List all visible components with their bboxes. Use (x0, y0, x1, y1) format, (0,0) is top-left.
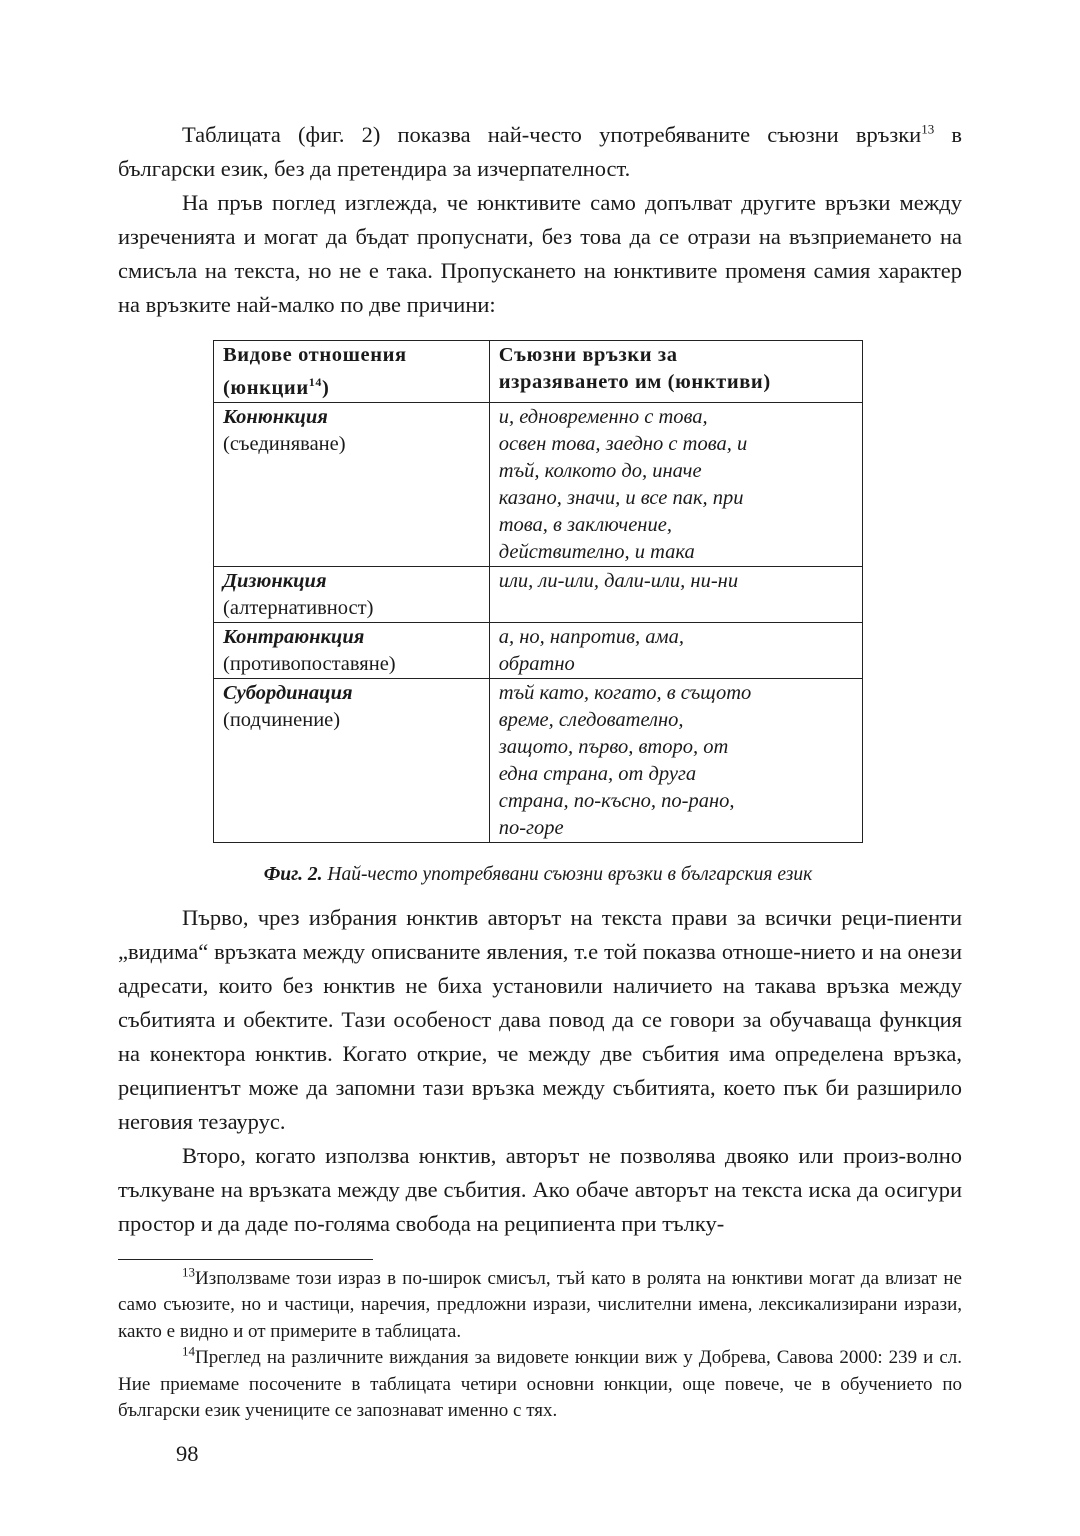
paragraph-first-glance: На пръв поглед изглежда, че юнктивите само допълват другите връзки между изреченията и могат да бъдат пропуснати, без това да се отрази на възприемането на смисъла на текста, но не е така. Пропускането на юнктивите променя самия характер на връзките най-малко по две причини: (118, 190, 962, 317)
page (118, 118, 962, 1467)
table-row (214, 678, 863, 842)
paragraph-second: Второ, когато използва юнктив, авторът не позволява двояко или произ-волно тълкуване на връзката между две събития. Ако обаче авторът на текста иска да осигури простор и да даде по-голяма свобода на реципиента при тълку- (118, 1142, 962, 1236)
footnote-ref-14[interactable]: 14 (308, 375, 322, 389)
table-row (214, 622, 863, 678)
header-connectives: Съюзни връзки за изразяването им (юнктиви) (489, 341, 862, 403)
table-row (214, 566, 863, 622)
page-number: 98 (176, 1440, 199, 1466)
paragraph-first: Първо, чрез избрания юнктив авторът на текста прави за всички реци-пиенти „видима“ връзката между описваните явления, т.е той показва отноше-нието и на онези адресати, които без юнктив не биха установили наличието на такава връзка между събитията и обектите. Тази особеност дава повод да се говори за обучаваща функция на конектора юнктив. Когато открие, че между две събития има определена връзка, реципиентът може да запомни тази връзка между събитията, което пък би разширило неговия тезаурус. (118, 904, 962, 1134)
footnote-divider (118, 1259, 373, 1260)
header-relation-types: Видове отношения (юнкции$^{14}$) (214, 341, 490, 403)
figure-caption: Фиг. 2. Най-често употребявани съюзни връзки в българския език (263, 863, 813, 885)
connectives-cell: или, ли-или, дали-или, ни-ни (489, 566, 862, 622)
table-header-row (214, 341, 863, 403)
relation-cell: Дизюнкция (алтернативност) (214, 566, 490, 622)
relation-cell: Контраюнкция (противопоставяне) (214, 622, 490, 678)
relation-cell: Конюнкция (съединяване) (214, 402, 490, 566)
paragraph-intro: Таблицата (фиг. 2) показва най-често употребяваните съюзни връзки$^{13}$ в български език, без да претендира за изчерпателност. (118, 121, 962, 181)
footnote-ref-13[interactable]: 13 (921, 121, 935, 137)
relation-cell: Субординация (подчинение) (214, 678, 490, 842)
junction-table (213, 340, 863, 843)
footnote-14: $^{14}$Преглед на различните виждания за видовете юнкции виж у Добрева, Савова 2000: 239 и сл. Ние приемаме посочените в таблицата четири основни юнкции, още повече, че в обучението по български език учениците се запознават именно с тях. (118, 1344, 962, 1422)
table-row (214, 402, 863, 566)
connectives-cell: а, но, напротив, ама, обратно (489, 622, 862, 678)
connectives-cell: и, едновременно с това, освен това, заедно с това, и тъй, колкото до, иначе казано, значи, и все пак, при това, в заключение, действително, и така (489, 402, 862, 566)
footnote-13: $^{13}$Използваме този израз в по-широк смисъл, тъй като в ролята на юнктиви могат да влизат не само съюзите, но и частици, наречия, предложни изрази, числителни имена, лексикализирани изрази, както е видно и от примерите в таблицата. (118, 1264, 962, 1342)
connectives-cell: тъй като, когато, в същото време, следователно, защото, първо, второ, от една страна, от друга страна, по-късно, по-рано, по-горе (489, 678, 862, 842)
